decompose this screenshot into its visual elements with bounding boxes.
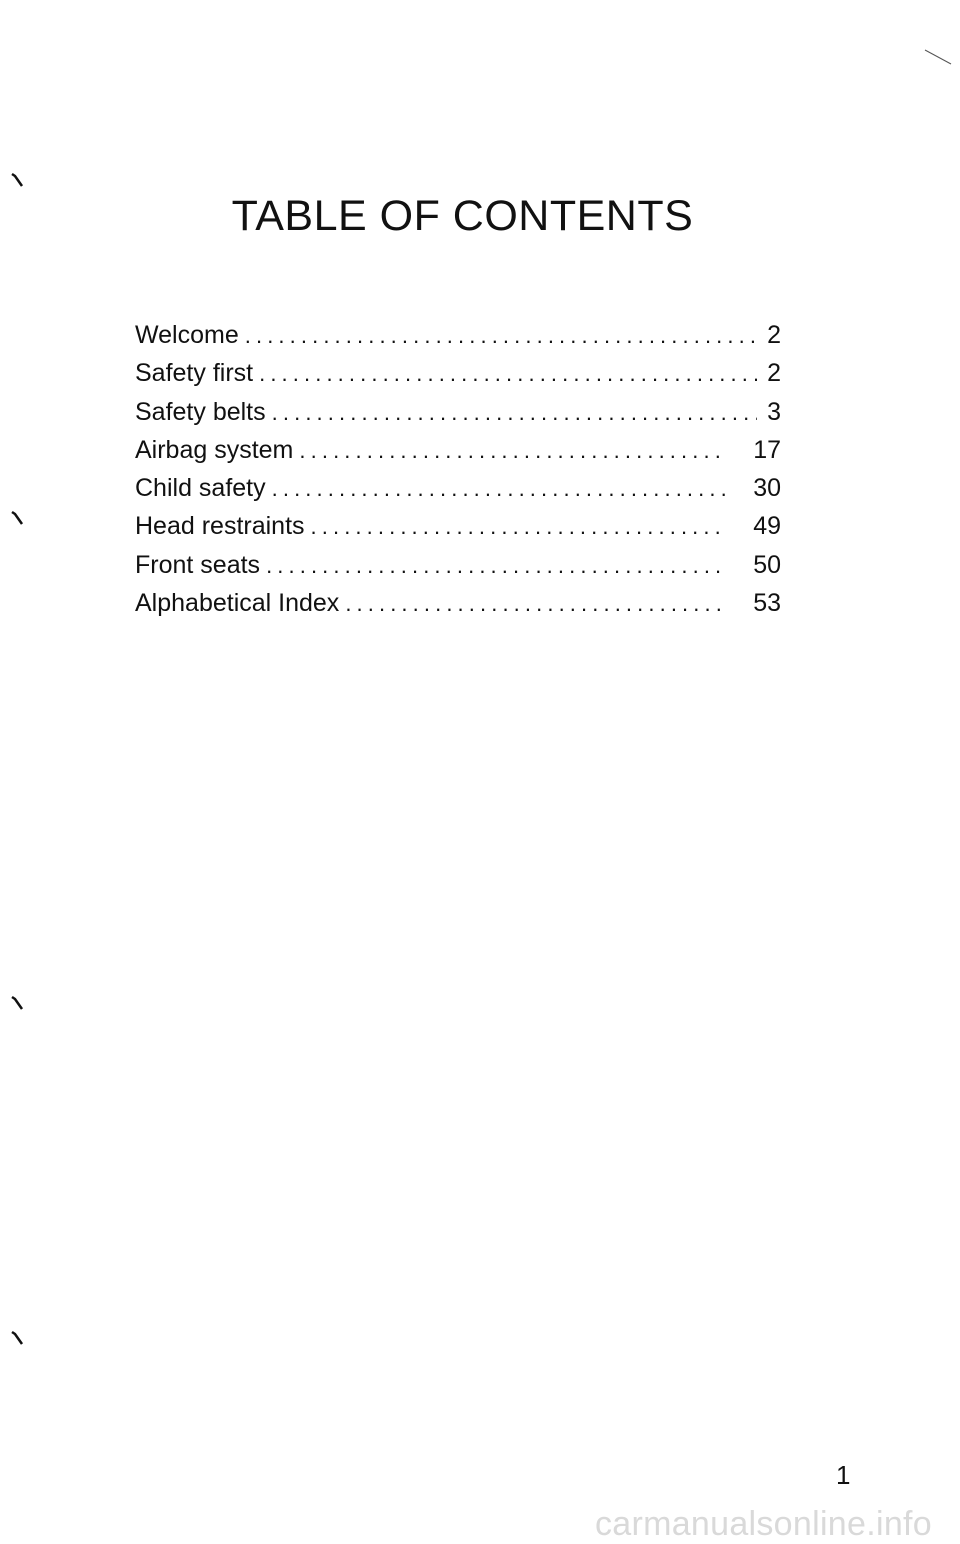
toc-entry-page: 2	[767, 321, 781, 349]
toc-entry-safety-belts[interactable]	[135, 393, 781, 431]
dot-leader	[311, 508, 725, 546]
toc-entry-safety-first[interactable]	[135, 354, 781, 392]
toc-entry-front-seats[interactable]	[135, 546, 781, 584]
dot-leader	[245, 317, 757, 355]
dot-leader	[299, 432, 725, 470]
toc-entry-page: 17	[753, 435, 781, 464]
toc-entry-page: 3	[767, 397, 781, 426]
toc-entry-airbag-system[interactable]	[135, 431, 781, 469]
toc-entry-label: Front seats	[135, 550, 261, 579]
toc-entry-page: 49	[753, 512, 781, 541]
dot-leader	[272, 470, 725, 508]
dot-leader	[272, 394, 757, 432]
dot-leader	[266, 547, 725, 585]
toc-entry-label: Airbag system	[135, 435, 294, 464]
toc-entry-label: Alphabetical Index	[135, 589, 340, 618]
page-number: 1	[836, 1460, 851, 1490]
toc-entry-welcome[interactable]	[135, 316, 781, 354]
toc-entry-label: Safety belts	[135, 397, 266, 426]
dot-leader	[259, 355, 757, 393]
toc-entry-label: Child safety	[135, 474, 266, 503]
toc-entry-page: 30	[753, 474, 781, 503]
toc-entry-label: Head restraints	[135, 512, 305, 541]
toc-entry-page: 2	[767, 359, 781, 388]
toc-entry-label: Welcome	[135, 321, 239, 349]
toc-entry-page: 53	[753, 589, 781, 618]
page-title: TABLE OF CONTENTS	[231, 192, 694, 240]
dot-leader	[345, 585, 725, 623]
watermark: carmanualsonline.info	[594, 1505, 932, 1543]
toc-entry-alphabetical-index[interactable]	[135, 584, 781, 622]
toc-entry-page: 50	[753, 550, 781, 579]
toc-entry-label: Safety first	[135, 359, 254, 388]
toc-entry-child-safety[interactable]	[135, 469, 781, 507]
toc-entry-head-restraints[interactable]	[135, 507, 781, 545]
table-of-contents	[135, 316, 781, 622]
